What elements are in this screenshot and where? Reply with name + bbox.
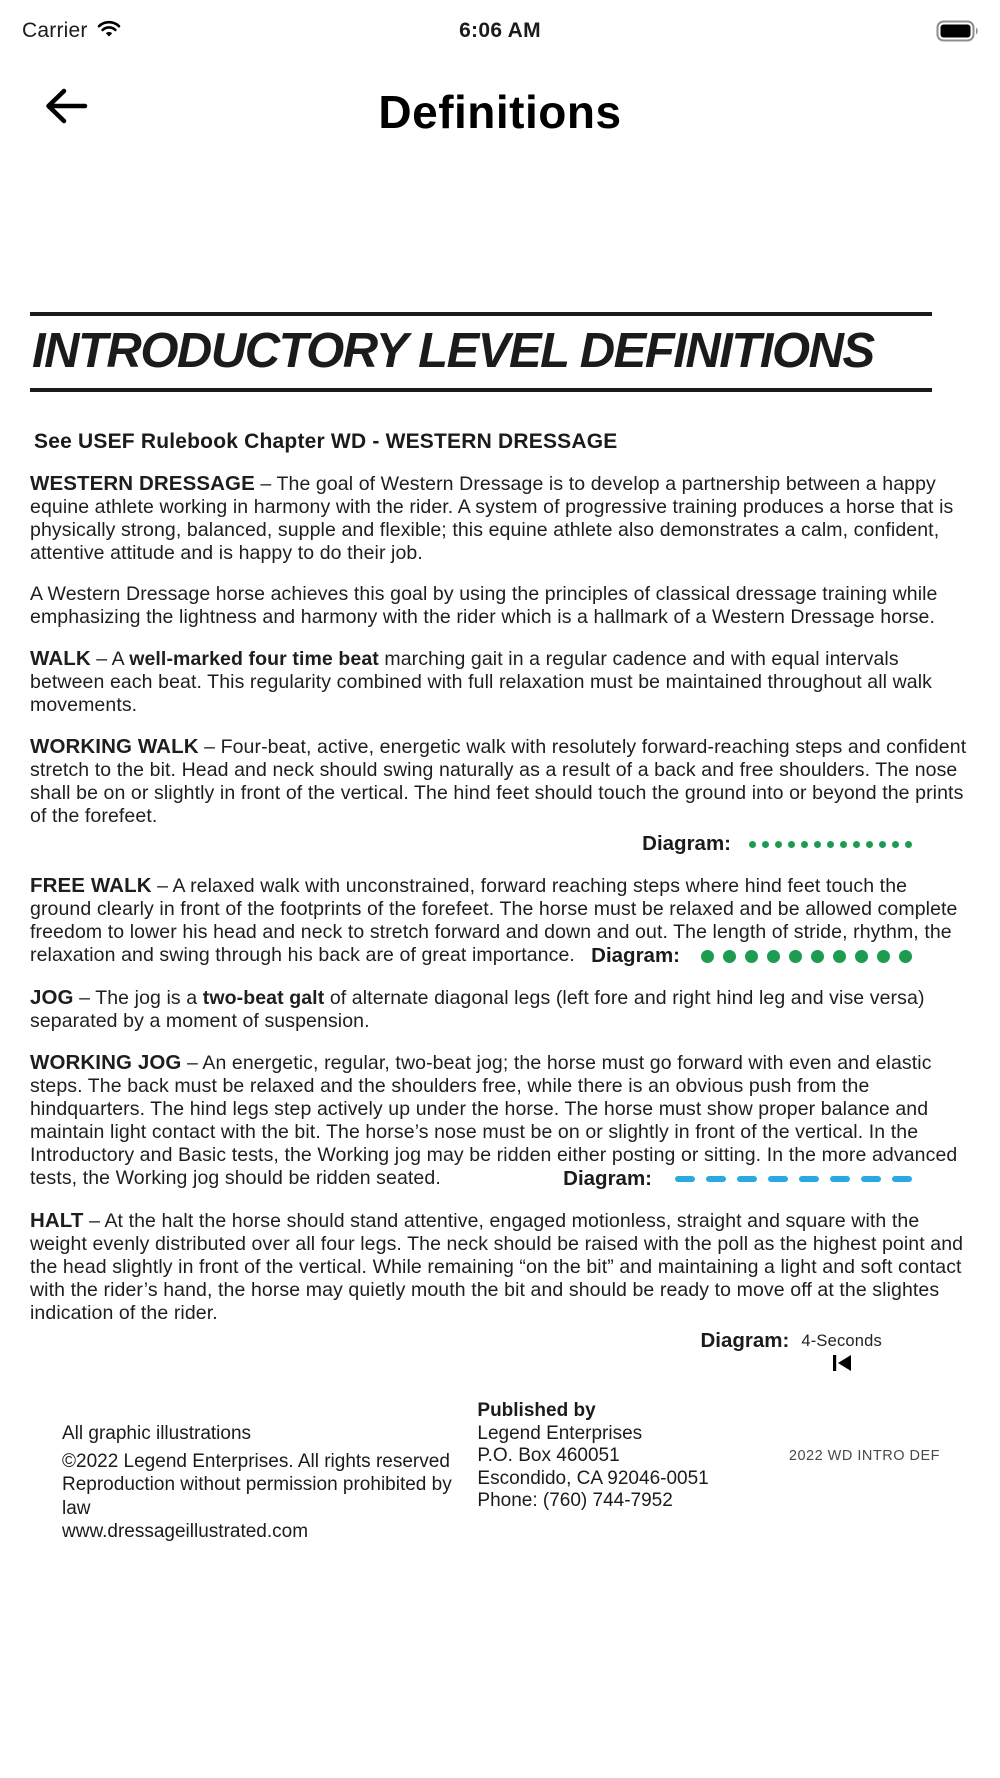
body-text: – A relaxed walk with unconstrained, forward reaching steps where hind feet touch the ground clearly in front of the footprints of the forefeet. The horse must be relaxed and be allowed complete freedom to lower his head and neck to stretch forward and down and out. The length of stride, rhythm, the relaxation and swing through his back are of great importance. xyxy=(30,875,958,966)
diagram-label: Diagram: xyxy=(700,1329,790,1352)
doc-title: INTRODUCTORY LEVEL DEFINITIONS xyxy=(32,324,874,378)
footer-line: P.O. Box 460051 xyxy=(477,1445,620,1466)
paragraph-walk xyxy=(30,647,970,717)
term-walk: WALK xyxy=(30,647,91,670)
body-text: – At the halt the horse should stand attentive, engaged motionless, straight and square with the weight evenly distributed over all four legs. The neck should be raised with the poll as the highest point and the head slightly in front of the vertical. While remaining “on the bit” and maintaining a light and soft contact with the rider’s hand, the horse may quietly mouth the bit and should be ready to move off at the slightes indication of the rider. xyxy=(30,1210,964,1324)
diagram-halt xyxy=(30,1329,970,1378)
body-text-bold: two-beat galt xyxy=(202,987,325,1009)
body-text: – The jog is a xyxy=(73,987,203,1009)
diagram-label: Diagram: xyxy=(642,832,731,855)
body-text: – An energetic, regular, two-beat jog; the horse must go forward with even and elastic steps. The back must be relaxed and the shoulders free, while there is an obvious push from the hindquarters. The hind legs step actively up under the horse. The horse must show proper balance and maintain light contact with the bit. The horse’s nose must be on or slightly in front of the vertical. In the Introductory and Basic tests, the Working jog may be ridden either posting or sitting. In the more advanced tests, the Working jog should be ridden seated. xyxy=(30,1052,958,1189)
paragraph-western-dressage-2 xyxy=(30,583,970,629)
diagram-dots-small xyxy=(743,841,912,848)
halt-seconds-label: 4-Seconds xyxy=(801,1332,882,1350)
footer-line: All graphic illustrations xyxy=(62,1423,252,1444)
footer-phone: Phone: (760) 744-7952 xyxy=(477,1490,673,1511)
doc-footer xyxy=(62,1400,940,1544)
page-title: Definitions xyxy=(378,86,622,138)
nav-header xyxy=(0,70,1000,154)
term-working-walk: WORKING WALK xyxy=(30,735,199,758)
footer-line: Legend Enterprises xyxy=(477,1422,643,1444)
footer-line: Escondido, CA 92046-0051 xyxy=(477,1467,709,1489)
diagram-label: Diagram: xyxy=(563,1167,652,1190)
body-text: of alternate diagonal legs (left fore and right hind leg and vise versa) separated by a moment of suspension. xyxy=(30,987,925,1032)
body-text: A Western Dressage horse achieves this goal by using the principles of classical dressage training while emphasizing the lightness and harmony with the rider which is a hallmark of a Western Dressage horse. xyxy=(30,583,938,628)
footer-line: ©2022 Legend Enterprises. All rights reserved xyxy=(62,1450,450,1472)
carrier-label: Carrier xyxy=(22,19,88,42)
body-text-bold: well-marked four time beat xyxy=(129,648,379,670)
term-halt: HALT xyxy=(30,1209,84,1232)
term-western-dressage: WESTERN DRESSAGE xyxy=(30,472,255,495)
term-free-walk: FREE WALK xyxy=(30,874,152,897)
back-button[interactable] xyxy=(40,80,92,132)
body-text: – Four-beat, active, energetic walk with resolutely forward-reaching steps and confident stretch to the bit. Head and neck should swing naturally as a result of a back and free shoulders. The nose shall be on or slightly in front of the vertical. The hind feet should touch the ground into or beyond the prints of the forefeet. xyxy=(30,736,967,827)
diagram-label: Diagram: xyxy=(591,944,680,967)
paragraph-jog xyxy=(30,986,970,1033)
back-arrow-icon xyxy=(40,120,92,135)
status-bar xyxy=(0,0,1000,54)
paragraph-halt xyxy=(30,1209,970,1325)
footer-website: www.dressageillustrated.com xyxy=(62,1521,309,1542)
status-time: 6:06 AM xyxy=(459,19,541,42)
body-text: – A xyxy=(90,648,130,670)
doc-subtitle: See USEF Rulebook Chapter WD - WESTERN DRESSAGE xyxy=(34,430,618,453)
term-working-jog: WORKING JOG xyxy=(30,1051,182,1074)
diagram-dashes xyxy=(664,1176,912,1182)
title-rule-top xyxy=(30,312,932,316)
paragraph-western-dressage xyxy=(30,472,970,565)
footer-line: Reproduction without permission prohibited by law xyxy=(62,1474,452,1519)
term-jog: JOG xyxy=(30,986,74,1009)
doc-title-block xyxy=(30,312,932,392)
body-text: – The goal of Western Dressage is to develop a partnership between a happy equine athlete working in harmony with the rider. A system of progressive training produces a horse that is physically strong, balanced, supple and flexible; this equine athlete also demonstrates a calm, confident, attentive attitude and is happy to do their job. xyxy=(30,473,954,564)
footer-doc-code: 2022 WD INTRO DEF xyxy=(788,1448,940,1464)
skip-to-start-icon xyxy=(830,1353,854,1378)
title-rule-bottom xyxy=(30,388,932,392)
body-text: marching gait in a regular cadence and with equal intervals between each beat. This regularity combined with full relaxation must be maintained throughout all walk movements. xyxy=(30,648,933,716)
diagram-dots-large xyxy=(692,950,912,963)
document-page xyxy=(30,312,970,1544)
diagram-working-walk xyxy=(30,832,970,856)
footer-publisher-block xyxy=(477,1400,783,1513)
footer-copyright-block xyxy=(62,1400,477,1544)
paragraph-working-walk xyxy=(30,735,970,828)
footer-publisher-heading: Published by xyxy=(477,1400,596,1421)
